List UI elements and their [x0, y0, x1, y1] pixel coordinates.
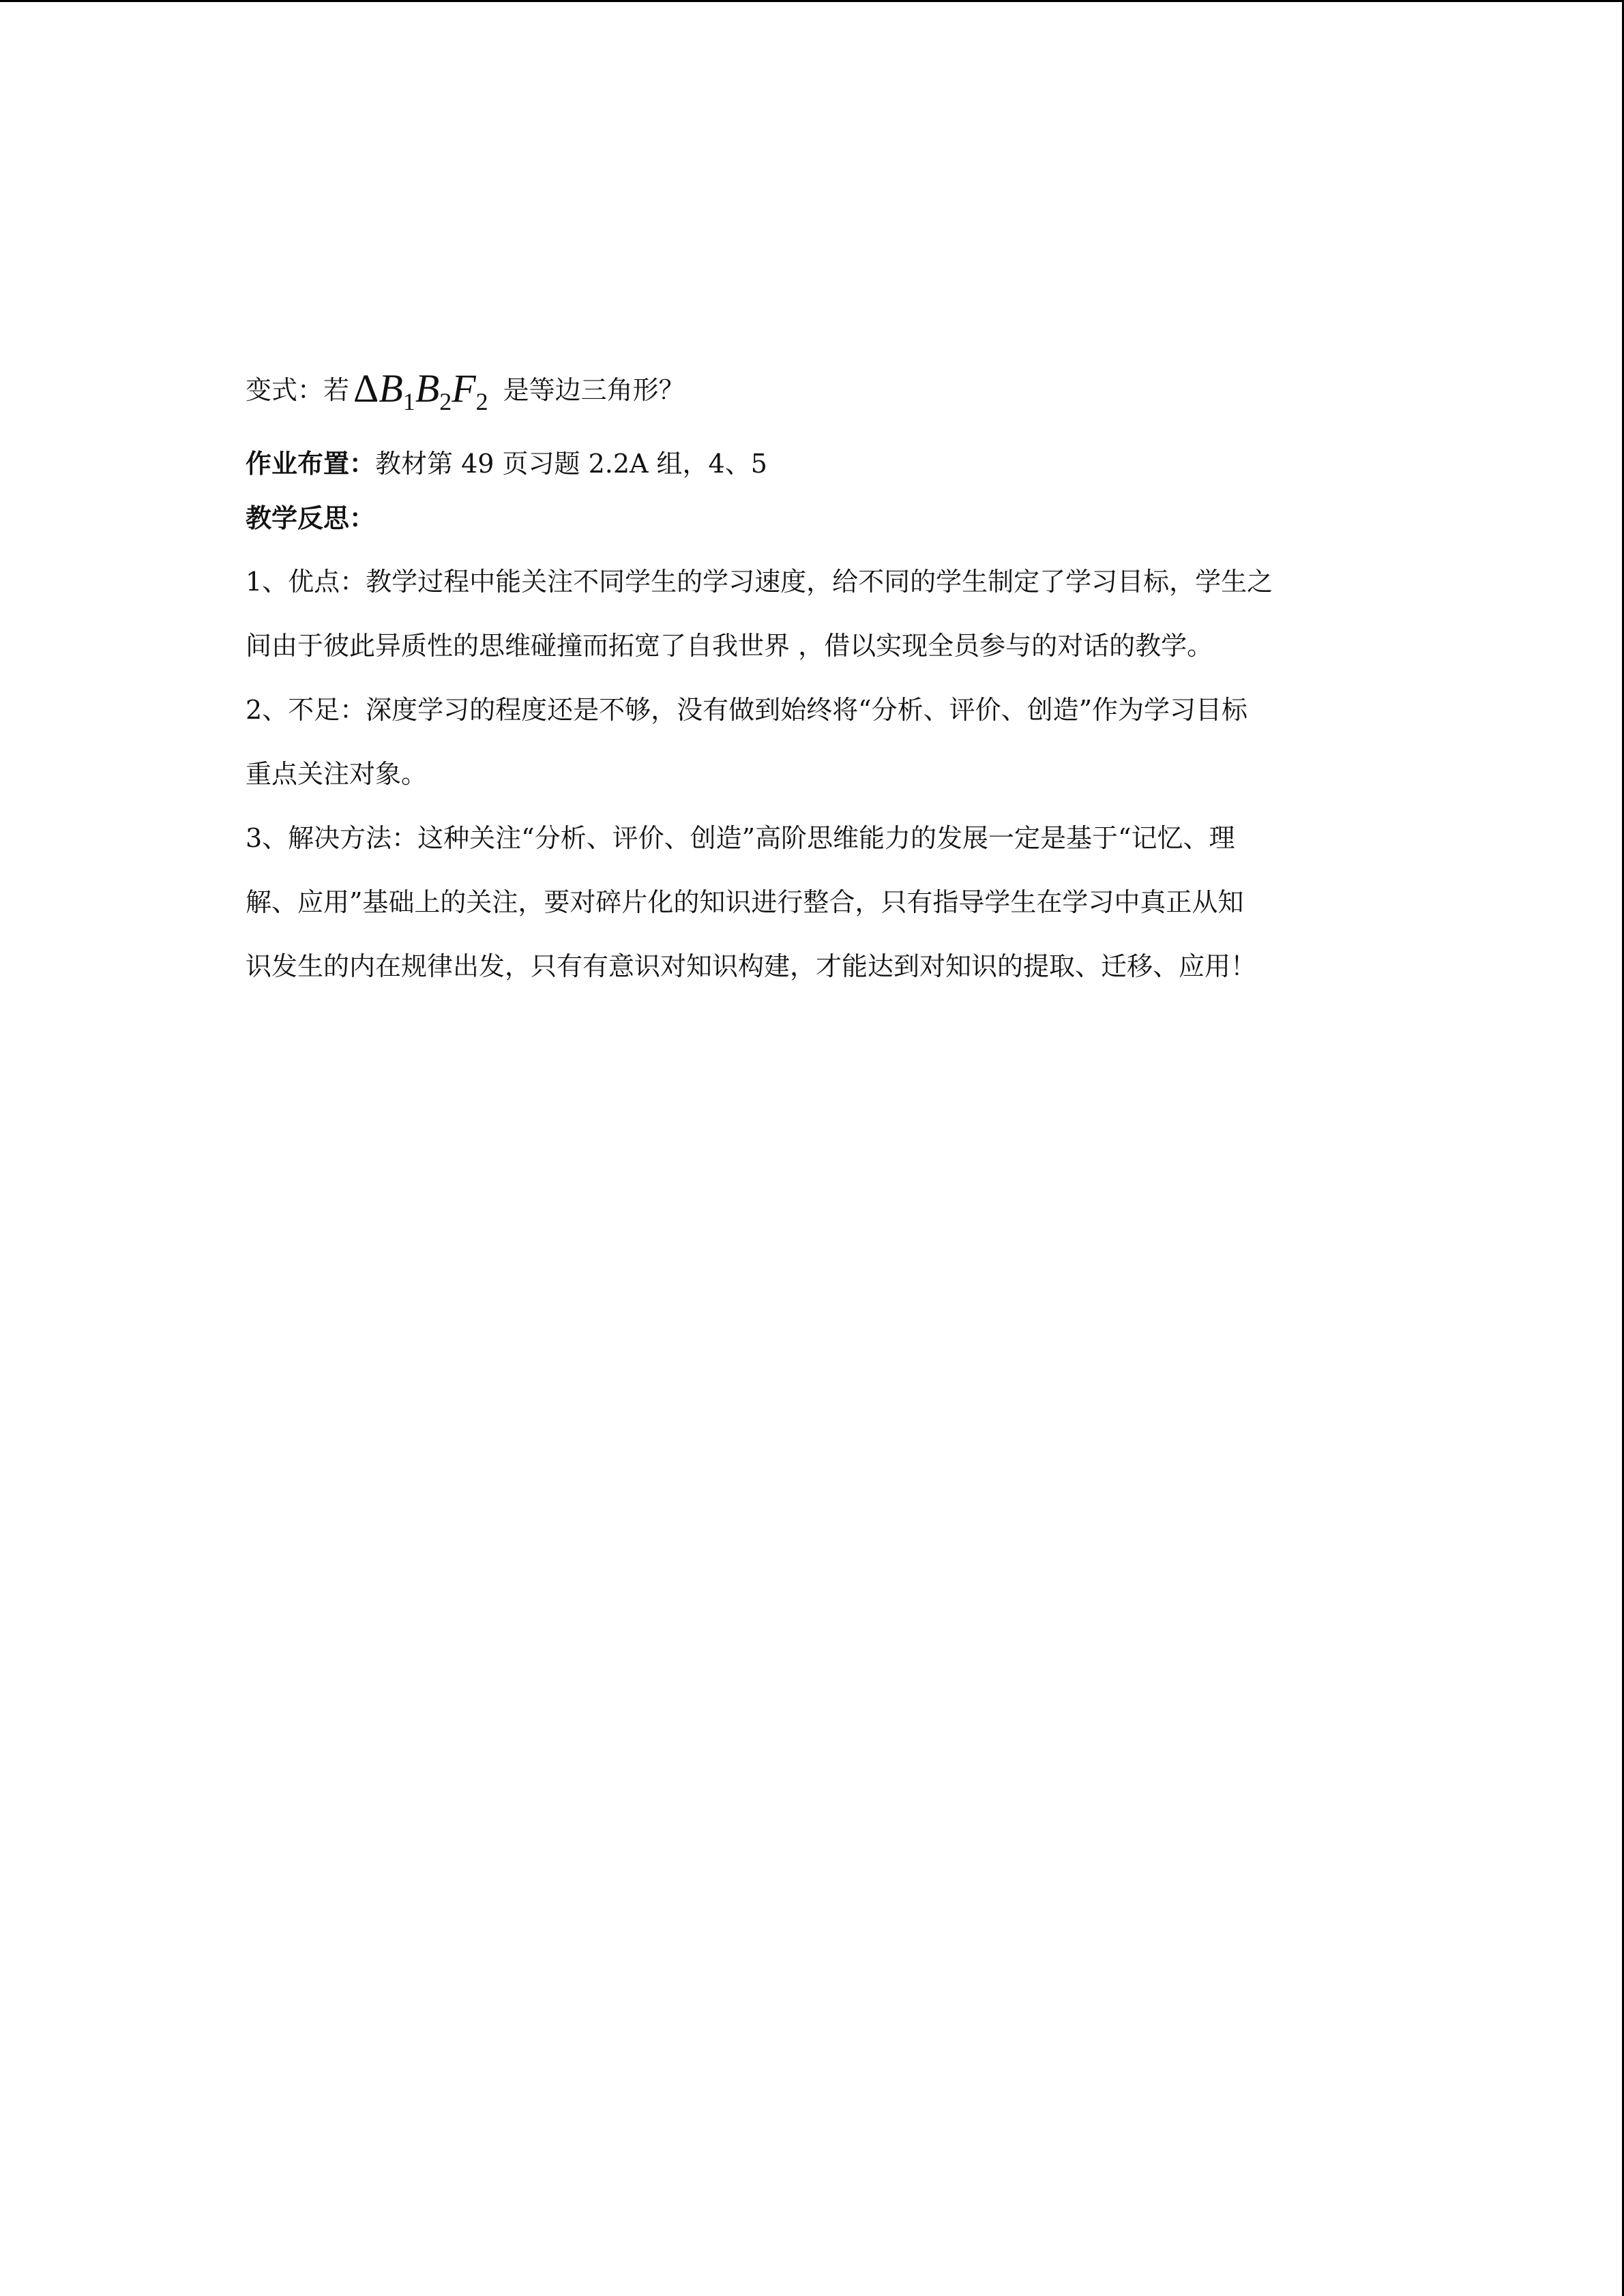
formula-sub-1: 1: [402, 388, 415, 415]
triangle-formula: [353, 366, 488, 415]
homework-label: 作业布置：: [246, 449, 376, 479]
reflection-line: 识发生的内在规律出发，只有有意识对知识构建，才能达到对知识的提取、迁移、应用！: [246, 951, 1257, 981]
page-top-border: [0, 0, 1624, 2]
formula-sub-3: 2: [475, 388, 488, 415]
formula-f2: F: [452, 366, 476, 411]
reflection-line: 解、应用”基础上的关注，要对碎片化的知识进行整合，只有指导学生在学习中真正从知: [246, 887, 1244, 917]
document-body: [246, 355, 1378, 998]
homework-line: [246, 436, 1378, 491]
formula-b2: B: [415, 366, 440, 411]
reflection-line: 2、不足：深度学习的程度还是不够，没有做到始终将“分析、评价、创造”作为学习目标: [246, 695, 1248, 725]
variant-suffix: 是等边三角形？: [503, 375, 685, 405]
reflection-line: 重点关注对象。: [246, 759, 428, 789]
reflection-line: 3、解决方法：这种关注“分析、评价、创造”高阶思维能力的发展一定是基于“记忆、理: [246, 823, 1235, 853]
variant-question: [246, 355, 1378, 423]
variant-prefix: 变式：若: [246, 375, 350, 405]
reflection-line: 1、优点：教学过程中能关注不同学生的学习速度，给不同的学生制定了学习目标，学生之: [246, 567, 1273, 597]
homework-text: 教材第 49 页习题 2.2A 组，4、5: [375, 449, 767, 479]
delta-symbol: Δ: [353, 366, 379, 411]
reflection-heading: [246, 491, 1378, 546]
reflection-line: 间由于彼此异质性的思维碰撞而拓宽了自我世界 ，借以实现全员参与的对话的教学。: [246, 631, 1213, 661]
reflection-heading-text: 教学反思：: [246, 503, 376, 533]
formula-sub-2: 2: [439, 388, 452, 415]
formula-b1: B: [379, 366, 403, 411]
